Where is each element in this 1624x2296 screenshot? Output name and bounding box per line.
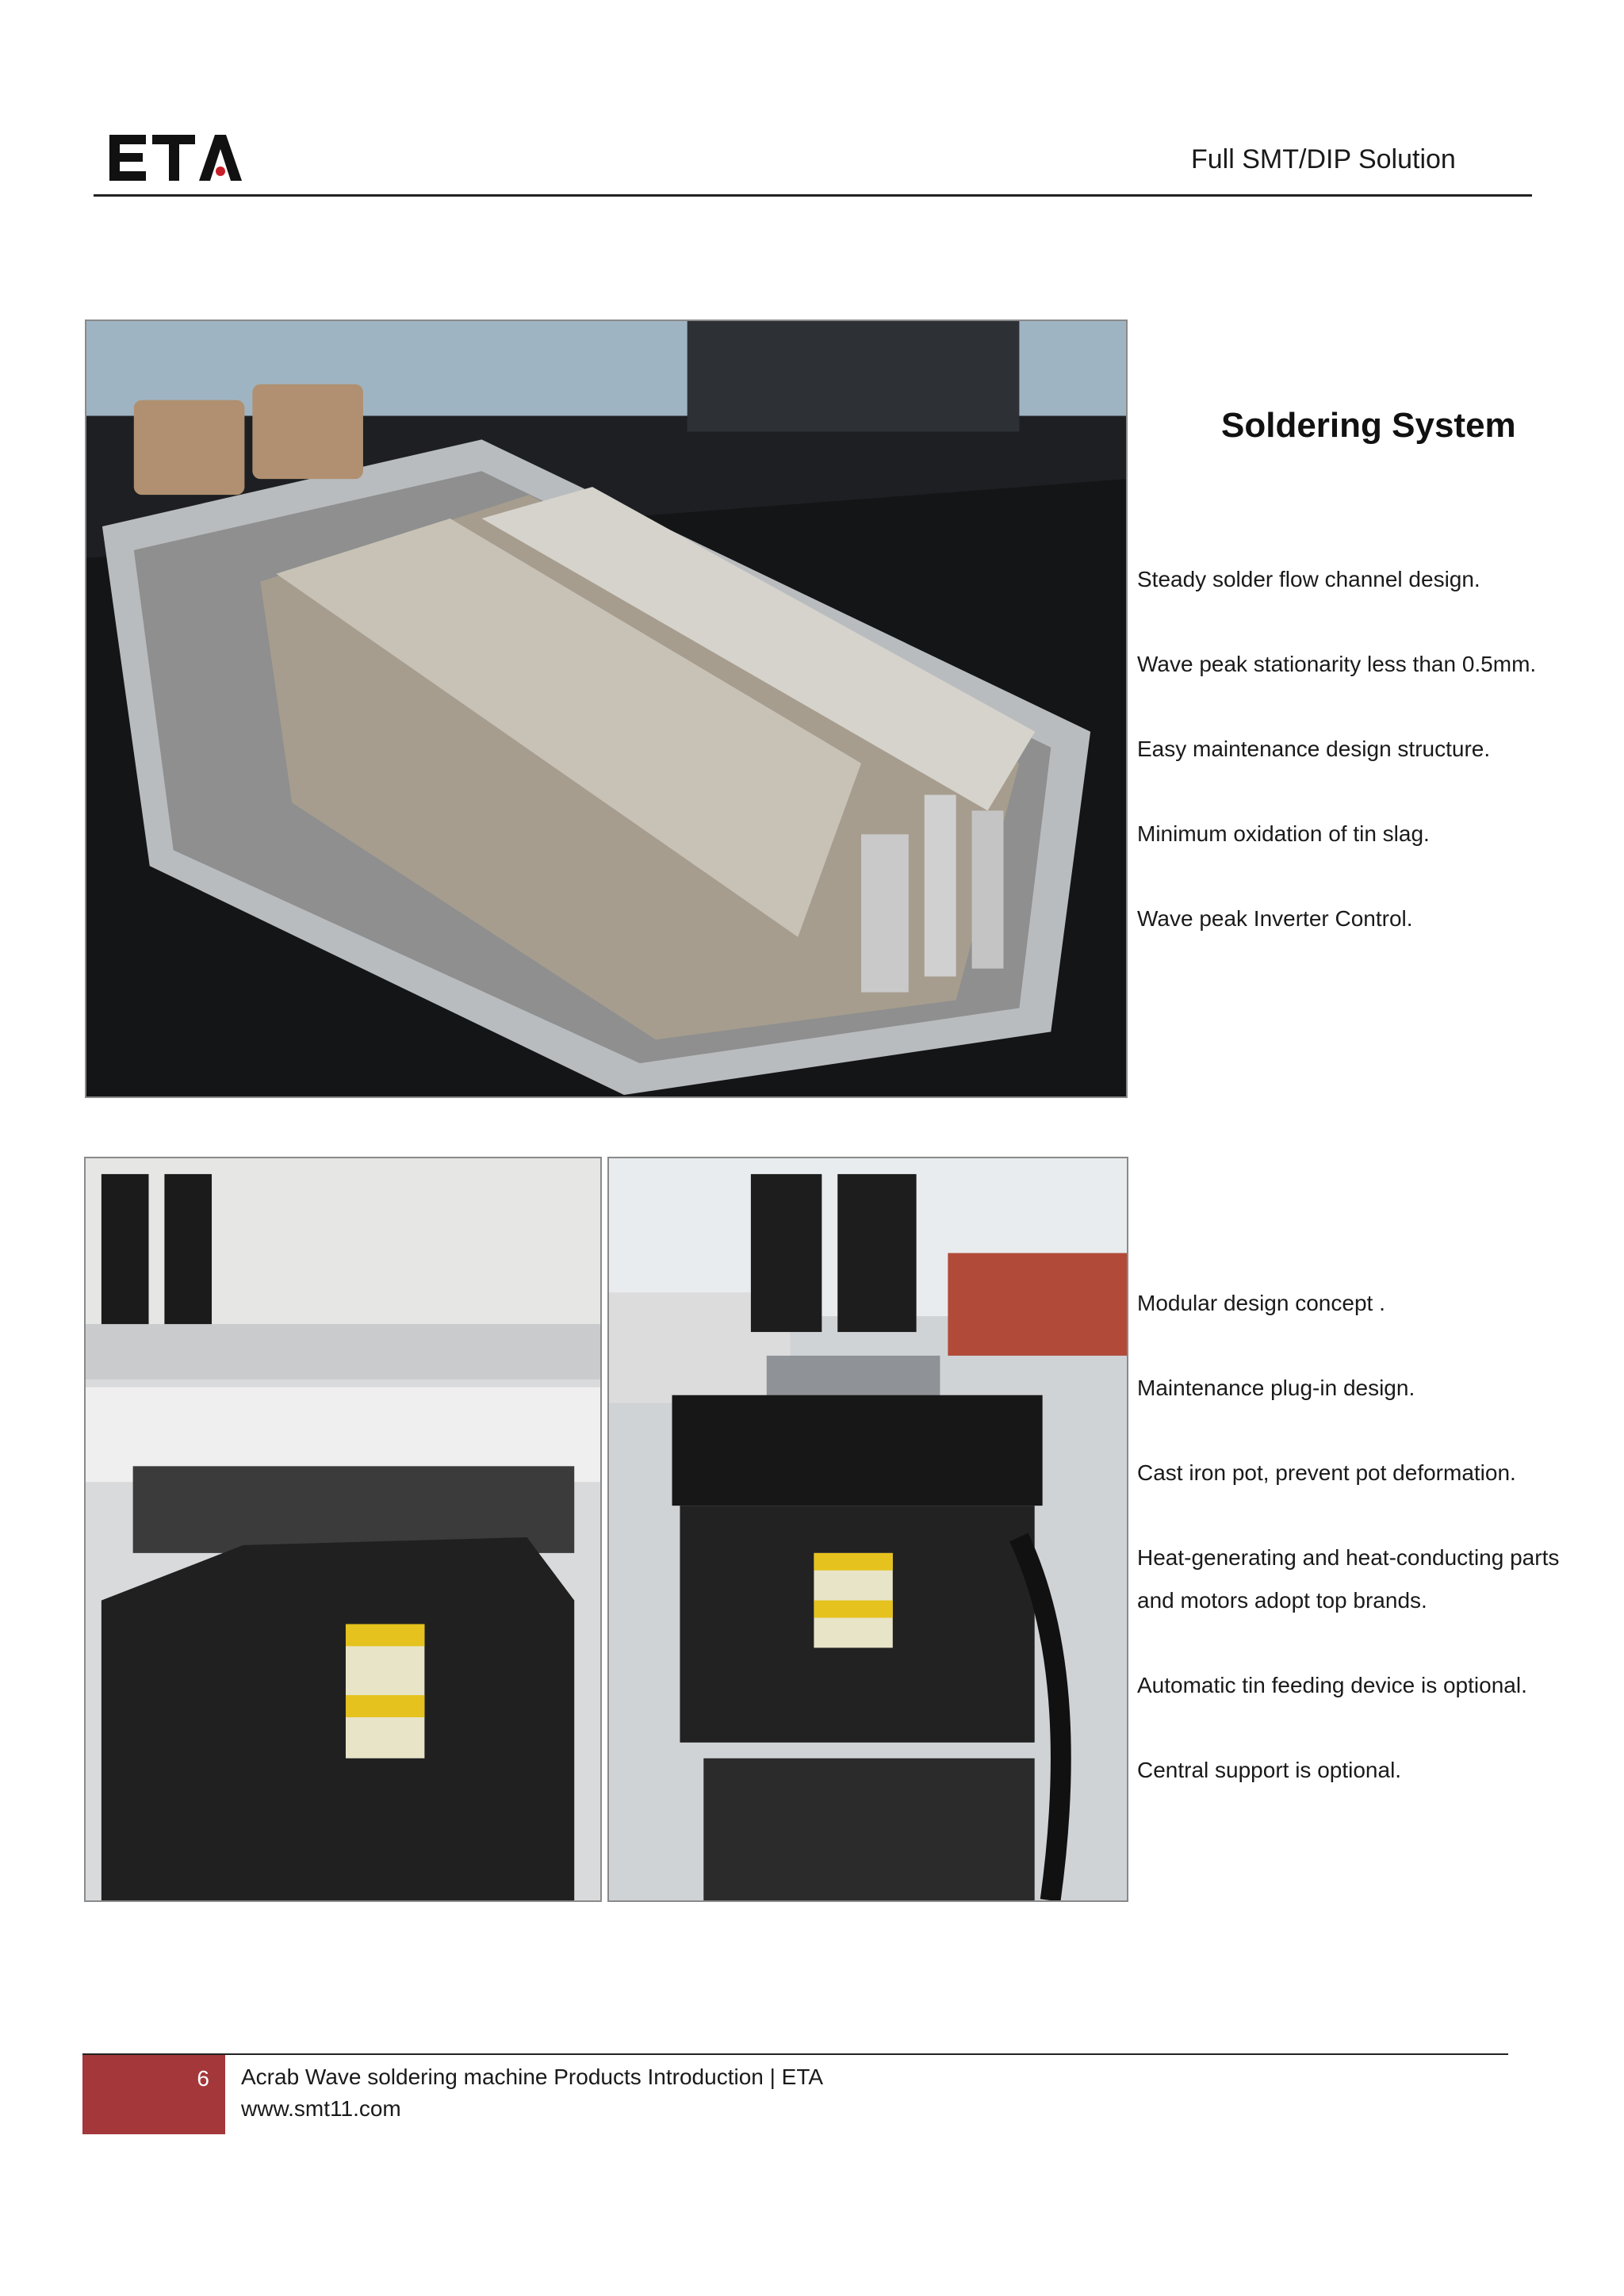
feature-item: Automatic tin feeding device is optional. bbox=[1137, 1673, 1527, 1697]
feature-item: Wave peak Inverter Control. bbox=[1137, 906, 1413, 931]
feature-item: Maintenance plug-in design. bbox=[1137, 1376, 1415, 1400]
section-title: Soldering System bbox=[1221, 406, 1516, 445]
header-tagline: Full SMT/DIP Solution bbox=[1191, 144, 1456, 174]
eta-logo bbox=[109, 130, 244, 186]
feature-item: Central support is optional. bbox=[1137, 1758, 1402, 1782]
header-divider bbox=[94, 194, 1532, 197]
feature-item: Steady solder flow channel design. bbox=[1137, 567, 1480, 591]
nozzle-module-photo bbox=[607, 1157, 1128, 1902]
footer-url: www.smt11.com bbox=[241, 2096, 401, 2121]
feature-item: Heat-generating and heat-conducting parts and motors adopt top brands. bbox=[1137, 1545, 1560, 1613]
feature-item: Wave peak stationarity less than 0.5mm. bbox=[1137, 652, 1537, 676]
footer-title: Acrab Wave soldering machine Products Introduction | ETA bbox=[241, 2064, 824, 2089]
page-number: 6 bbox=[197, 2066, 209, 2091]
feature-item: Minimum oxidation of tin slag. bbox=[1137, 821, 1430, 846]
wave-motor-photo bbox=[84, 1157, 602, 1902]
feature-item: Cast iron pot, prevent pot deformation. bbox=[1137, 1460, 1516, 1485]
solder-pot-photo bbox=[85, 320, 1128, 1098]
feature-item: Modular design concept . bbox=[1137, 1291, 1385, 1315]
feature-item: Easy maintenance design structure. bbox=[1137, 737, 1491, 761]
footer-divider bbox=[82, 2053, 1508, 2055]
